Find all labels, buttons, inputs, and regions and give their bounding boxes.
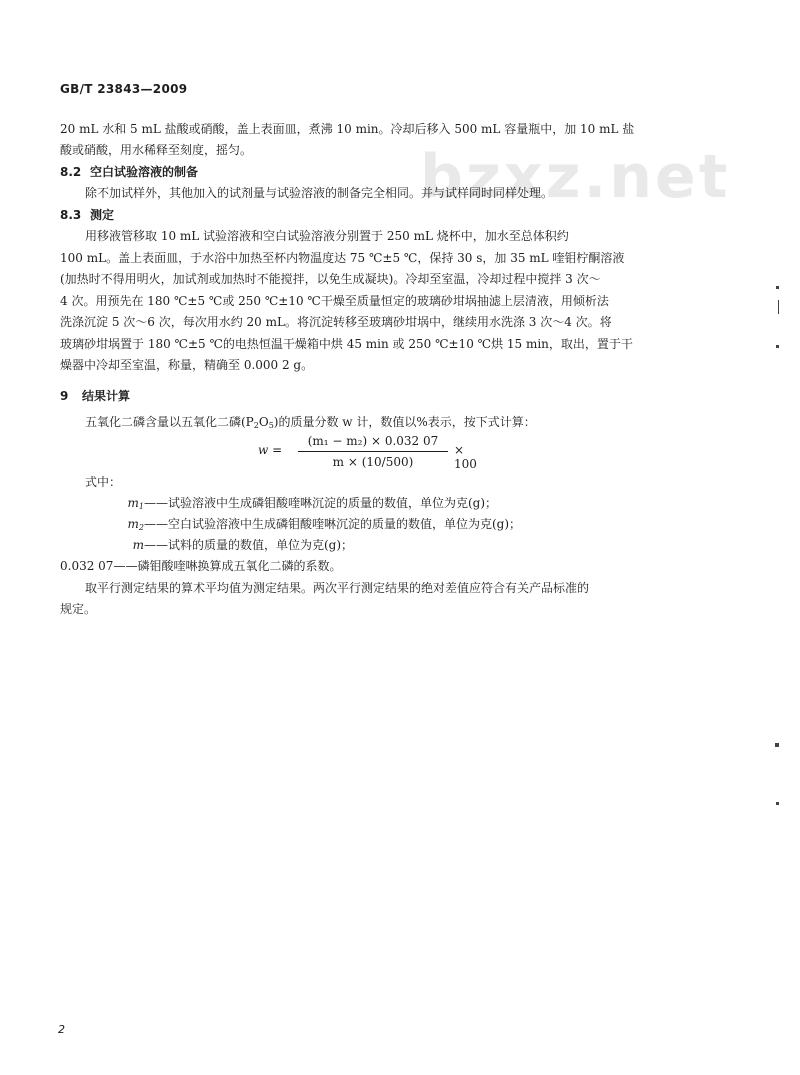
section-8-3-line: 100 mL。盖上表面皿，于水浴中加热至杯内物温度达 75 ℃±5 ℃，保持 30 s，加 35 mL 喹钼柠酮溶液 [60, 251, 625, 265]
definition-m1 [60, 495, 497, 515]
definition-symbol [60, 495, 144, 515]
definition-symbol [60, 516, 144, 536]
intro-text-mid: O [258, 415, 269, 429]
symbol-text: m [132, 538, 144, 552]
calculation-formula [258, 433, 488, 473]
section-8-3-line: 4 次。用预先在 180 ℃±5 ℃或 250 ℃±10 ℃干燥至质量恒定的玻璃砂坩埚抽滤上层清液，用倾析法 [60, 294, 609, 308]
continuation-line-1: 20 mL 水和 5 mL 盐酸或硝酸，盖上表面皿，煮沸 10 min。冷却后移入 500 mL 容量瓶中，加 10 mL 盐 [60, 122, 635, 136]
standard-code-header: GB/T 23843—2009 [60, 82, 188, 96]
definition-symbol [60, 537, 144, 553]
definition-text: ——空白试验溶液中生成磷钼酸喹啉沉淀的质量的数值，单位为克(g)； [144, 517, 522, 531]
intro-subscript-2: 5 [268, 421, 274, 430]
section-8-2-text: 除不加试样外，其他加入的试剂量与试验溶液的制备完全相同。并与试样同时同样处理。 [85, 186, 554, 200]
scan-margin-mark [776, 802, 779, 805]
intro-text-before: 五氧化二磷含量以五氧化二磷(P [85, 415, 254, 429]
symbol-text: m [127, 517, 139, 531]
scan-margin-mark [776, 345, 779, 348]
page-number: 2 [58, 1023, 65, 1036]
watermark: bzxz.net [420, 142, 731, 212]
intro-text-after: )的质量分数 w 计，数值以%表示，按下式计算： [273, 415, 536, 429]
symbol-subscript: 2 [138, 523, 144, 532]
section-8-3-line: 用移液管移取 10 mL 试验溶液和空白试验溶液分别置于 250 mL 烧杯中，加水至总体积约 [85, 229, 569, 243]
definition-text: ——试料的质量的数值，单位为克(g)； [144, 538, 354, 552]
where-label: 式中： [85, 475, 122, 489]
section-8-2-heading [60, 164, 198, 180]
section-8-3-heading [60, 207, 114, 223]
section-8-3-line: 燥器中冷却至室温，称量，精确至 0.000 2 g。 [60, 358, 314, 372]
formula-numerator: (m₁ − m₂) × 0.032 07 [307, 434, 439, 448]
section-9-number: 9 [60, 389, 69, 403]
formula-fraction [298, 433, 448, 470]
section-8-3-line: 玻璃砂坩埚置于 180 ℃±5 ℃的电热恒温干燥箱中烘 45 min 或 250 ℃±10 ℃烘 15 min，取出，置于干 [60, 337, 633, 351]
definition-text: ——试验溶液中生成磷钼酸喹啉沉淀的质量的数值，单位为克(g)； [144, 496, 498, 510]
scan-margin-mark [776, 286, 779, 289]
section-9-title: 结果计算 [82, 389, 131, 403]
section-8-2-title: 空白试验溶液的制备 [90, 165, 199, 179]
formula-denominator: m × (10/500) [332, 455, 414, 469]
section-9-intro [85, 414, 536, 434]
definition-text: ——磷钼酸喹啉换算成五氧化二磷的系数。 [113, 559, 342, 573]
fraction-bar [298, 451, 448, 452]
scan-margin-mark [775, 743, 779, 747]
conclusion-line-2: 规定。 [60, 602, 97, 616]
section-8-3-title: 测定 [90, 208, 115, 222]
conclusion-line-1: 取平行测定结果的算术平均值为测定结果。两次平行测定结果的绝对差值应符合有关产品标准的 [85, 581, 590, 595]
section-9-heading [60, 388, 130, 404]
definition-m [60, 537, 353, 553]
symbol-subscript: 1 [138, 502, 144, 511]
continuation-line-2: 酸或硝酸，用水稀释至刻度，摇匀。 [60, 143, 253, 157]
formula-rhs: × 100 [454, 443, 477, 471]
section-8-2-number: 8.2 [60, 165, 82, 179]
section-8-3-line: 洗涤沉淀 5 次～6 次，每次用水约 20 mL。将沉淀转移至玻璃砂坩埚中，继续用水洗涤 3 次～4 次。将 [60, 315, 612, 329]
definition-m2 [60, 516, 521, 536]
definition-coefficient [60, 558, 341, 574]
section-8-3-line: (加热时不得用明火，加试剂或加热时不能搅拌，以免生成凝块)。冷却至室温，冷却过程中搅拌 3 次～ [60, 272, 601, 286]
scan-margin-mark [778, 300, 779, 314]
section-8-3-number: 8.3 [60, 208, 82, 222]
intro-subscript-1: 2 [253, 421, 259, 430]
definition-symbol: 0.032 07 [60, 559, 114, 573]
symbol-text: m [127, 496, 139, 510]
formula-lhs: w = [258, 443, 283, 457]
